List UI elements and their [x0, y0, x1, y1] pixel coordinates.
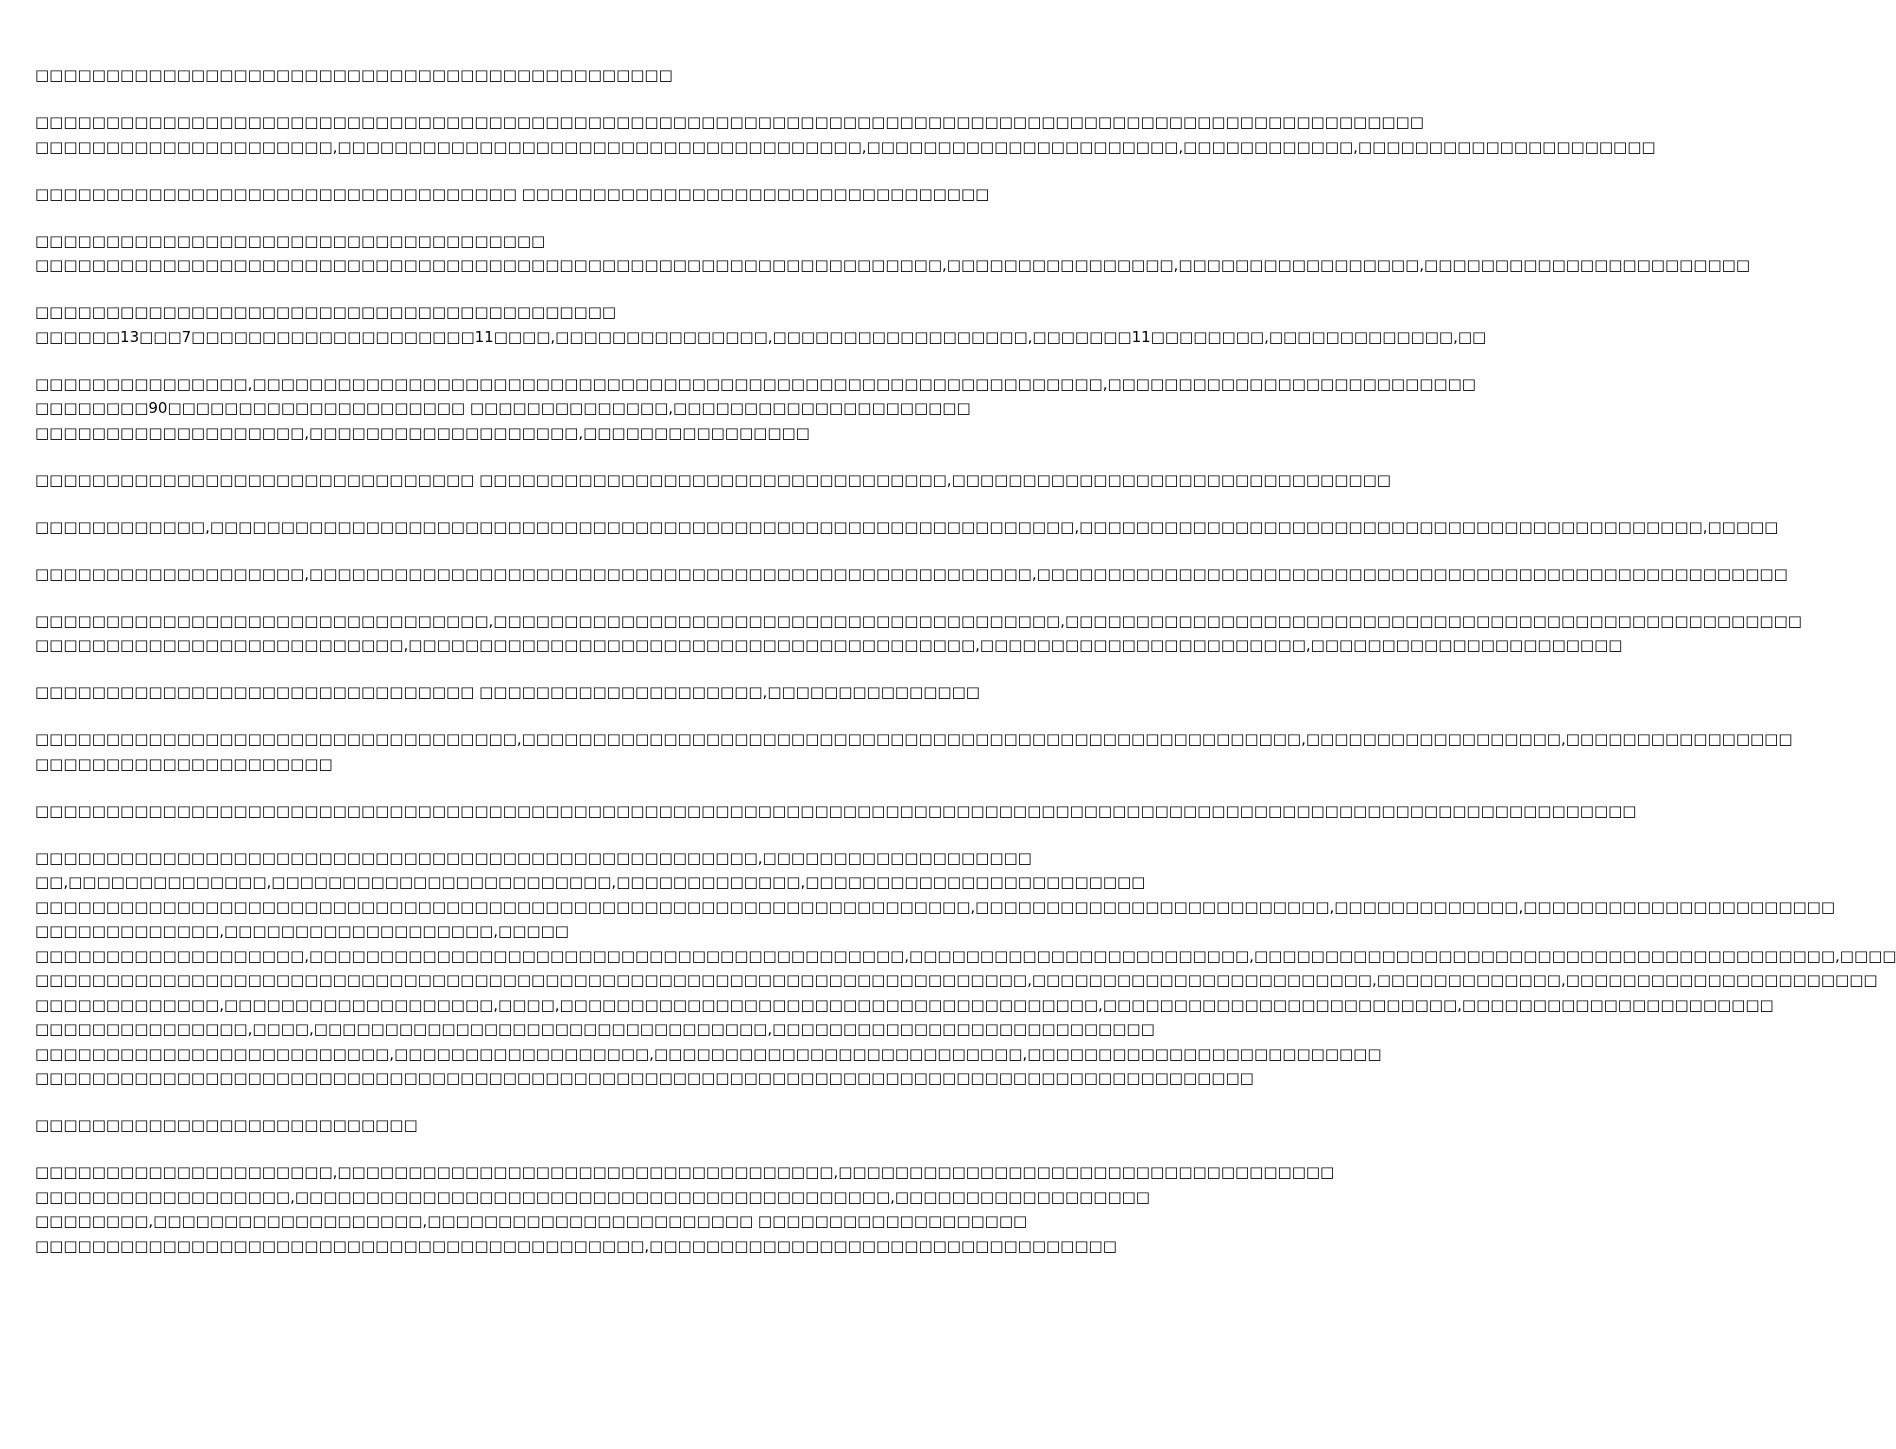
text-line: □□□□□□□□□□□□,□□□□□□□□□□□□□□□□□□□□□□□□□□□□□□□□□□□□□□□□□□□□□□□□□□□□□□□□□□□□□,□□□□□□□□□□□□□□□□□□□□□□□□□□□□□□□□□□□□□□□□□□□□,□□□□□: [35, 517, 1779, 536]
text-line: □□□□□□□□□□□□□□□□□□□□□: [35, 754, 333, 773]
paragraph: [35, 609, 1802, 658]
paragraph: [35, 229, 1750, 278]
paragraph: [35, 182, 990, 207]
text-line: □□□□□□□□□□□□□□□□□□□□□□□□□□□□□□□□□□ □□□□□□□□□□□□□□□□□□□□□□□□□□□□□□□□□: [35, 184, 990, 203]
text-line: □□□□□□□□□□□□□□□□□□□,□□□□□□□□□□□□□□□□□□□□□□□□□□□□□□□□□□□□□□□□□□,□□□□□□□□□□□□□□□□□□□□□□□□,□□□□□□□□□□□□□□□□□□□□□□□□□□□□□□□□□□□□□□□□□,□□□□: [35, 946, 1896, 965]
paragraph: [35, 300, 1487, 349]
text-line: □□□□□□□□□□□□□□□□□□□□□□□□□□□□□□□□□□□□□□□□□□□□□□□□□□□□□□□□□□□□□□□□,□□□□□□□□□□□□□□□□,□□□□□□□□□□□□□□□□□,□□□□□□□□□□□□□□□□□□□□□□□: [35, 256, 1750, 274]
paragraph: [35, 1160, 1335, 1258]
text-line: □□□□□□□□□□□□□□□□□□□□□□□□□□□□□□□□□□□□□□□□□□□□□□□□□□□□□□□□□□□□□□□□□□,□□□□□□□□□□□□□□□□□□□□□□□□□,□□□□□□□□□□□□□,□□□□□□□□□□□□□□□□□□□□□□: [35, 897, 1836, 916]
text-line: □□□□□□□□□□□□□□□□□□□□□□□□□□,□□□□□□□□□□□□□□□□□□□□□□□□□□□□□□□□□□□□□□□□,□□□□□□□□□□□□□□□□□□□□□□□,□□□□□□□□□□□□□□□□□□□□□□: [35, 636, 1623, 654]
paragraph: [35, 799, 1637, 824]
paragraph: [35, 372, 1476, 446]
text-line: □□□□□□□□□□□□□□□□□□□□□□□□□□□□□□□□□□□□□□□□□□□□□□□□□□□,□□□□□□□□□□□□□□□□□□□: [35, 848, 1032, 867]
text-line: □□□□□□□□□□□□□□□□□□□□□□□□□□□□□□□□□□□□□□□□□□□□□□□□□□□□□□□□□□□□□□□□□□□□□□□□□□□□□□□□□□□□□□: [35, 1069, 1254, 1087]
text-line: □□□□□□□□□□□□□□□□□□□□□□□□□□□□□□□□□□,□□□□□□□□□□□□□□□□□□□□□□□□□□□□□□□□□□□□□□□□□□□□□□□□□□□□□□□,□□□□□□□□□□□□□□□□□□,□□□□□□□□□□□□□□□□: [35, 730, 1793, 748]
text-line: □□□□□□□□□□□□□□□□□□□□□□□□□□□□□□□□,□□□□□□□□□□□□□□□□□□□□□□□□□□□□□□□□□□□□□□□□,□□□□□□□□□□□□□□□□□□□□□□□□□□□□□□□□□□□□□□□□□□□□□□□□□□□□: [35, 611, 1802, 630]
paragraph: [35, 680, 990, 705]
text-line: □□□□□□□□□□□□□□□□□□□□□□□□□□□□□□□□□□□□□□□□□□□□□: [35, 66, 673, 84]
paragraph: [35, 63, 990, 88]
text-line: □□□□□□□□□□□□□□□,□□□□,□□□□□□□□□□□□□□□□□□□□□□□□□□□□□□□□,□□□□□□□□□□□□□□□□□□□□□□□□□□□: [35, 1020, 1155, 1038]
paragraph: [35, 727, 1793, 776]
text-line: □□□□□□□□□□□□□□□,□□□□□□□□□□□□□□□□□□□□□□□□□□□□□□□□□□□□□□□□□□□□□□□□□□□□□□□□□□□□,□□□□□□□□□□□□□□□□□□□□□□□□□□: [35, 374, 1476, 393]
text-line: □□□□□□□□□□□□□□□□□□□□□□□□□□□□□□□□□□□□□□□□□□□□□□□□□□□□□□□□□□□□□□□□□□□□□□□□□□□□□□□□□□□□□□□□□□□□□□□□□□□□□□□□□□□□□□□□□: [35, 801, 1637, 820]
text-line: □□□□□□□□□□□□□□□□□□□□□,□□□□□□□□□□□□□□□□□□□□□□□□□□□□□□□□□□□,□□□□□□□□□□□□□□□□□□□□□□□□□□□□□□□□□□□: [35, 1163, 1335, 1181]
paragraph: [35, 468, 1391, 493]
text-line: □□□□□□□□,□□□□□□□□□□□□□□□□□□□,□□□□□□□□□□□□□□□□□□□□□□□ □□□□□□□□□□□□□□□□□□□: [35, 1212, 1028, 1230]
text-line: □□□□□□□□□□□□□□□□□□□□□□□□□□□□□□□□□□□□□□□□□: [35, 303, 617, 321]
text-line: □□,□□□□□□□□□□□□□□,□□□□□□□□□□□□□□□□□□□□□□□□,□□□□□□□□□□□□□,□□□□□□□□□□□□□□□□□□□□□□□□: [35, 873, 1146, 891]
text-line: □□□□□□□□□□□□□□□□□□□□□□□□□□□□□□□ □□□□□□□□□□□□□□□□□□□□,□□□□□□□□□□□□□□□: [35, 683, 980, 701]
text-line: □□□□□□□□□□□□□□□□□□□□□□□□□□□□□□□□□□□□□□□□□□□,□□□□□□□□□□□□□□□□□□□□□□□□□□□□□□□□□: [35, 1236, 1117, 1255]
paragraph: [35, 515, 1779, 540]
text-line: □□□□□□□□□□□□□□□□□□□□□□□□□□□□□□□□□□□□: [35, 231, 546, 250]
paragraph: [35, 1113, 990, 1138]
text-line: □□□□□□□□□□□□□□□□□□□,□□□□□□□□□□□□□□□□□□□□□□□□□□□□□□□□□□□□□□□□□□□□□□□□□□□,□□□□□□□□□□□□□□□□□□□□□□□□□□□□□□□□□□□□□□□□□□□□□□□□□□□□□: [35, 564, 1788, 583]
text-line: □□□□□□□□□□□□□□□□□□□□□□□□□□□□□□□ □□□□□□□□□□□□□□□□□□□□□□□□□□□□□□□□□,□□□□□□□□□□□□□□□□□□□□□□□□□□□□□□□: [35, 470, 1391, 489]
text-line: □□□□□□13□□□7□□□□□□□□□□□□□□□□□□□□11□□□□,□□□□□□□□□□□□□□□,□□□□□□□□□□□□□□□□□□,□□□□□□□11□□□□□□□□,□□□□□□□□□□□□□,□□: [35, 327, 1487, 346]
text-line: □□□□□□□□□□□□□,□□□□□□□□□□□□□□□□□□□,□□□□,□□□□□□□□□□□□□□□□□□□□□□□□□□□□□□□□□□□□□□,□□□□□□□□□□□□□□□□□□□□□□□□□,□□□□□□□□□□□□□□□□□□□□□□: [35, 995, 1774, 1014]
text-line: □□□□□□□□□□□□□□□□□□□□□□□□□,□□□□□□□□□□□□□□□□□□,□□□□□□□□□□□□□□□□□□□□□□□□□□,□□□□□□□□□□□□□□□□□□□□□□□□□: [35, 1044, 1382, 1063]
text-line: □□□□□□□□□□□□□□□□□□□□□□□□□□□: [35, 1116, 418, 1134]
text-line: □□□□□□□□□□□□□□□□□□□,□□□□□□□□□□□□□□□□□□□,□□□□□□□□□□□□□□□□: [35, 423, 810, 442]
paragraph: [35, 562, 1788, 587]
paragraph: [35, 846, 1896, 1091]
text-line: □□□□□□□□□□□□□□□□□□□□□□□□□□□□□□□□□□□□□□□□□□□□□□□□□□□□□□□□□□□□□□□□□□□□□□,□□□□□□□□□□□□□□□□□□□□□□□□,□□□□□□□□□□□□□,□□□□□□□□□□□□□□□□□□□□□□: [35, 971, 1878, 989]
text-line: □□□□□□□□□□□□□□□□□□□□□□□□□□□□□□□□□□□□□□□□□□□□□□□□□□□□□□□□□□□□□□□□□□□□□□□□□□□□□□□□□□□□□□□□□□□□□□□□□□: [35, 113, 1424, 131]
paragraph: [35, 110, 1656, 159]
document-body: [35, 63, 1896, 1281]
text-line: □□□□□□□□□□□□□□□□□□□□□,□□□□□□□□□□□□□□□□□□□□□□□□□□□□□□□□□□□□□,□□□□□□□□□□□□□□□□□□□□□□,□□□□□□□□□□□□,□□□□□□□□□□□□□□□□□□□□□: [35, 137, 1656, 156]
text-line: □□□□□□□□90□□□□□□□□□□□□□□□□□□□□□ □□□□□□□□□□□□□□,□□□□□□□□□□□□□□□□□□□□□: [35, 399, 971, 417]
text-line: □□□□□□□□□□□□□,□□□□□□□□□□□□□□□□□□□,□□□□□: [35, 922, 569, 940]
text-line: □□□□□□□□□□□□□□□□□□,□□□□□□□□□□□□□□□□□□□□□□□□□□□□□□□□□□□□□□□□□□,□□□□□□□□□□□□□□□□□□: [35, 1187, 1150, 1206]
